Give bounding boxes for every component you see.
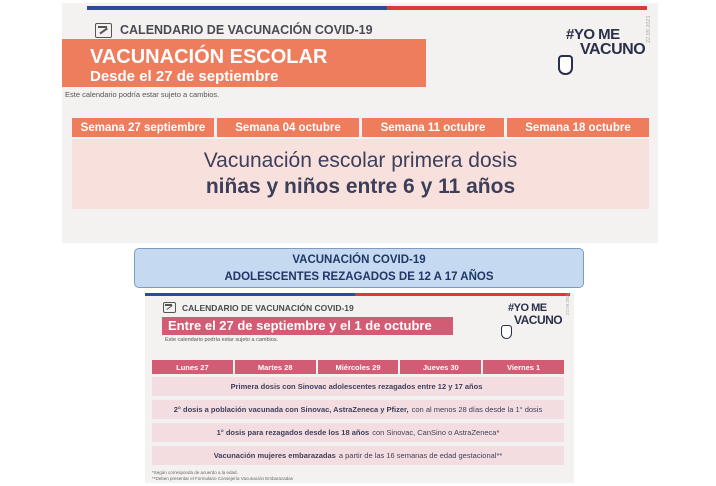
title-box: [62, 39, 426, 87]
footnote: **Deben presentar el Formulario Consejería Vacunación Embarazadas: [152, 476, 293, 481]
row-bold-text: 2° dosis a población vacunada con Sinovac, AstraZeneca y Pfizer,: [173, 405, 409, 414]
calendar-header: CALENDARIO DE VACUNACIÓN COVID-19: [120, 23, 373, 37]
schedule-line-2: niñas y niños entre 6 y 11 años: [205, 175, 516, 198]
page-subtitle: Desde el 27 de septiembre: [90, 68, 279, 85]
schedule-row: [152, 446, 564, 465]
row-bold-text: Primera dosis con Sinovac adolescentes rezagados entre 12 y 17 años: [230, 382, 483, 391]
yo-me-vacuno-logo: [508, 303, 562, 326]
logo-line-2: VACUNO: [580, 41, 646, 58]
week-header: Semana 27 septiembre: [72, 118, 214, 137]
flag-stripe-red: [387, 6, 647, 10]
calendar-header: CALENDARIO DE VACUNACIÓN COVID-19: [182, 303, 354, 313]
title-box: [162, 317, 453, 335]
school-vaccination-card: [62, 3, 658, 243]
flag-stripe-blue: [145, 293, 355, 296]
adolescent-vaccination-card: [145, 293, 574, 483]
day-headers: [152, 360, 564, 374]
schedule-cell: [72, 139, 649, 209]
publish-date: 22.09.2021: [565, 292, 570, 315]
hand-icon: [501, 325, 512, 339]
yo-me-vacuno-logo: [566, 27, 645, 58]
hand-icon: [558, 55, 573, 75]
row-bold-text: Vacunación mujeres embarazadas: [213, 451, 336, 460]
day-header: Miércoles 29: [318, 360, 399, 374]
row-text: con Sinovac, CanSino o AstraZeneca*: [372, 428, 500, 437]
publish-date: 22.09.2021: [646, 15, 652, 43]
logo-line-1: #YO ME: [566, 26, 620, 43]
week-headers: [72, 118, 649, 137]
row-bold-text: 1° dosis para rezagados desde los 18 años: [216, 428, 370, 437]
flag-stripe-blue: [87, 6, 387, 10]
row-text: a partir de las 16 semanas de edad gestacional**: [338, 451, 503, 460]
banner-line-1: VACUNACIÓN COVID-19: [292, 254, 426, 266]
flag-stripe-red: [355, 293, 570, 296]
schedule-row: [152, 423, 564, 442]
banner-line-2: ADOLESCENTES REZAGADOS DE 12 A 17 AÑOS: [224, 271, 494, 283]
logo-line-1: #YO ME: [508, 302, 547, 314]
schedule-row: [152, 400, 564, 419]
logo-line-2: VACUNO: [514, 313, 563, 327]
week-header: Semana 18 octubre: [507, 118, 649, 137]
disclaimer-note: Este calendario podría estar sujeto a cambios.: [65, 90, 220, 99]
page-title: VACUNACIÓN ESCOLAR: [90, 46, 328, 68]
week-header: Semana 11 octubre: [362, 118, 504, 137]
week-header: Semana 04 octubre: [217, 118, 359, 137]
adolescent-banner: [134, 248, 584, 288]
disclaimer-note: Este calendario podría estar sujeto a cambios.: [165, 337, 279, 343]
day-header: Viernes 1: [483, 360, 564, 374]
day-header: Lunes 27: [152, 360, 233, 374]
footnote: *Según corresponda de acuerdo a la edad.: [152, 470, 238, 475]
row-text: con al menos 28 días desde la 1° dosis: [411, 405, 543, 414]
calendar-icon: [163, 302, 176, 313]
page-title: Entre el 27 de septiembre y el 1 de octubre: [168, 318, 432, 333]
schedule-row: [152, 377, 564, 396]
day-header: Martes 28: [235, 360, 316, 374]
calendar-icon: [95, 23, 112, 38]
schedule-line-1: Vacunación escolar primera dosis: [203, 149, 518, 172]
day-header: Jueves 30: [400, 360, 481, 374]
